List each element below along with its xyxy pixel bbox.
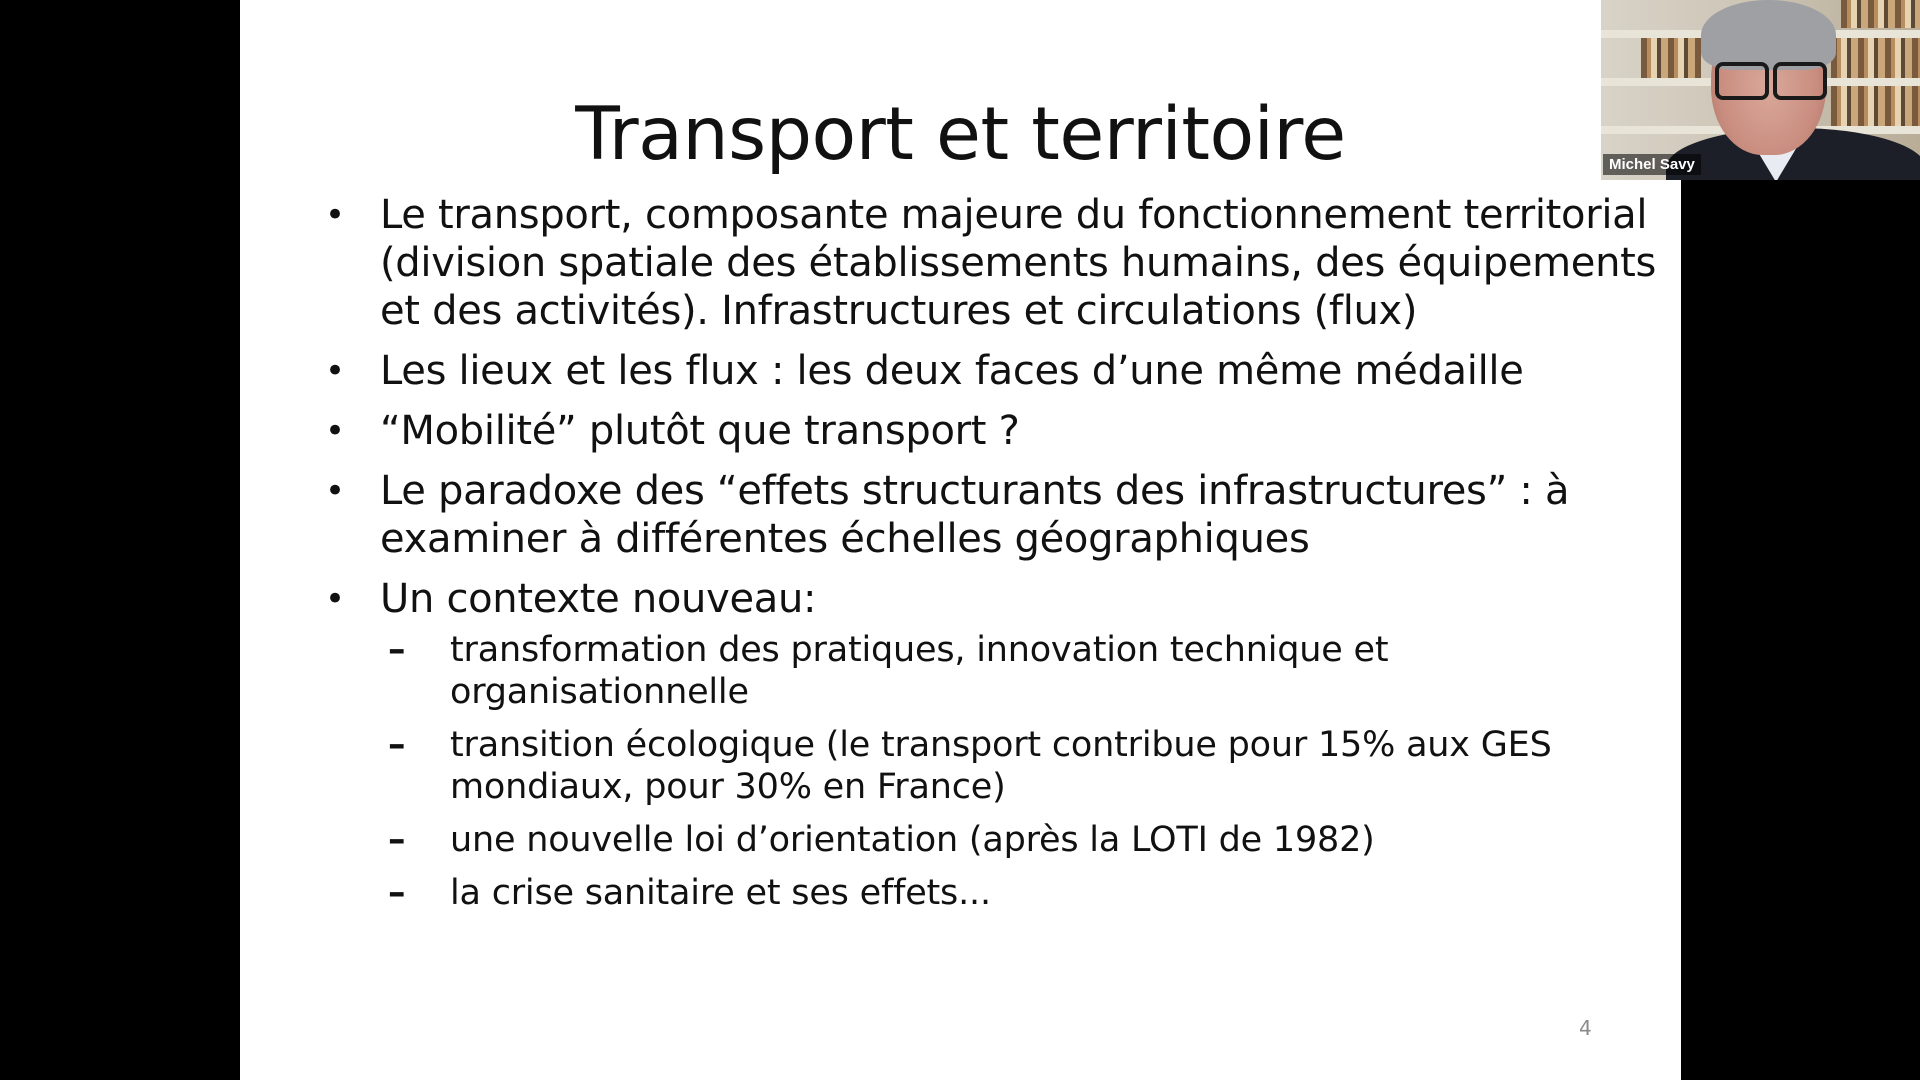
bullet-item — [325, 191, 1670, 335]
bookshelf-books — [1831, 38, 1920, 78]
bullet-text: Les lieux et les flux : les deux faces d’une même médaille — [380, 348, 1524, 394]
sub-bullet-text: transition écologique (le transport contribue pour 15% aux GES mondiaux, pour 30% en France) — [450, 725, 1552, 807]
bullet-item — [325, 407, 1670, 455]
bullet-list — [325, 191, 1670, 926]
participant-video-tile[interactable] — [1601, 0, 1920, 180]
bullet-marker: • — [325, 351, 345, 391]
sub-bullet-item — [388, 872, 1670, 914]
bullet-marker: • — [325, 471, 345, 511]
bullet-text: Le paradoxe des “effets structurants des infrastructures” : à examiner à différentes échelles géographiques — [380, 468, 1570, 562]
bookshelf-books — [1841, 0, 1920, 28]
glasses-icon — [1715, 62, 1825, 96]
dash-marker: – — [388, 820, 406, 860]
sub-bullet-text: transformation des pratiques, innovation technique et organisationnelle — [450, 630, 1389, 712]
bookshelf-books — [1831, 86, 1920, 126]
slide-page-number: 4 — [1579, 1016, 1592, 1040]
bullet-marker: • — [325, 411, 345, 451]
sub-bullet-text: une nouvelle loi d’orientation (après la LOTI de 1982) — [450, 820, 1375, 860]
bullet-text: “Mobilité” plutôt que transport ? — [380, 408, 1020, 454]
sub-bullet-item — [388, 819, 1670, 861]
participant-name-label: Michel Savy — [1603, 154, 1701, 175]
bullet-item — [325, 467, 1670, 563]
participant-hair — [1701, 0, 1836, 70]
bullet-item — [325, 575, 1670, 914]
sub-bullet-item — [388, 724, 1670, 808]
sub-bullet-item — [388, 629, 1670, 713]
bookshelf-books — [1641, 38, 1701, 78]
bullet-marker: • — [325, 579, 345, 619]
dash-marker: – — [388, 630, 406, 670]
slide-title: Transport et territoire — [575, 92, 1346, 177]
bullet-text: Le transport, composante majeure du fonctionnement territorial (division spatiale des établissements humains, des équipements et des activités). Infrastructures et circulations (flux) — [380, 192, 1657, 334]
dash-marker: – — [388, 873, 406, 913]
presentation-slide — [240, 0, 1681, 1080]
bullet-item — [325, 347, 1670, 395]
dash-marker: – — [388, 725, 406, 765]
bullet-text: Un contexte nouveau: — [380, 576, 817, 622]
sub-bullet-list — [388, 629, 1670, 914]
sub-bullet-text: la crise sanitaire et ses effets... — [450, 873, 991, 913]
bullet-marker: • — [325, 195, 345, 235]
